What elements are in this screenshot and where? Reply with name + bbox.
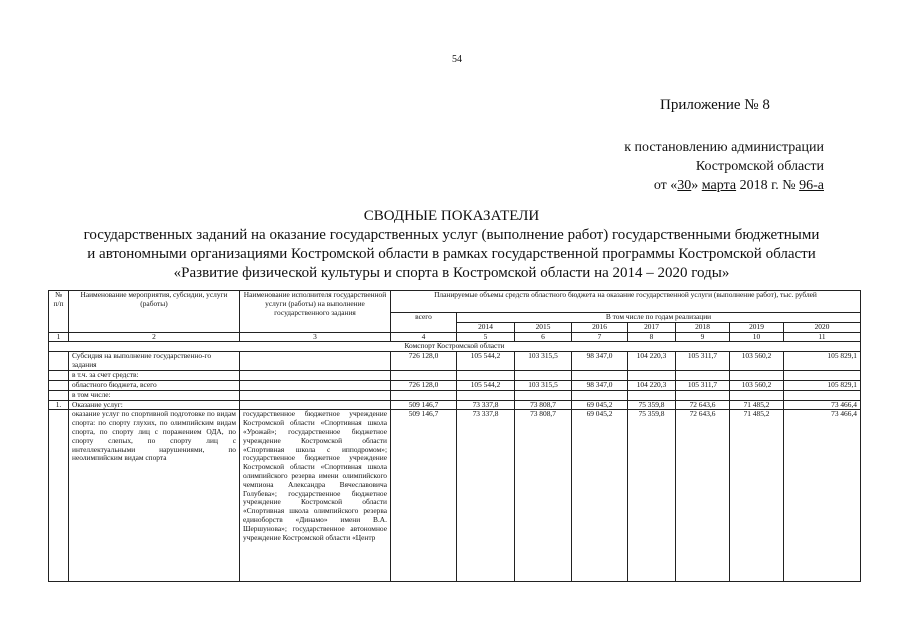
title-heading: СВОДНЫЕ ПОКАЗАТЕЛИ	[363, 208, 540, 224]
column-number: 9	[676, 332, 730, 342]
cell-year-value: 98 347,0	[572, 352, 628, 371]
cell-year-value	[572, 390, 628, 400]
cell-year-value	[515, 371, 572, 381]
cell-executor	[240, 390, 391, 400]
cell-year-value: 71 485,2	[730, 410, 784, 582]
header-year: 2015	[515, 322, 572, 332]
decree-line-1: к постановлению администрации	[624, 140, 824, 155]
decree-year: 2018 г. №	[736, 178, 800, 193]
cell-name: Оказание услуг:	[69, 400, 240, 410]
cell-year-value: 73 466,4	[784, 410, 861, 582]
title-line-2: государственных заданий на оказание государственных услуг (выполнение работ) государственными бюджетными	[83, 227, 820, 243]
cell-total: 726 128,0	[391, 352, 457, 371]
cell-year-value	[676, 371, 730, 381]
title-line-4: «Развитие физической культуры и спорта в Костромской области на 2014 – 2020 годы»	[173, 265, 730, 281]
decree-date-prefix: от «	[653, 178, 678, 193]
cell-year-value: 73 337,8	[457, 400, 515, 410]
cell-year-value: 103 315,5	[515, 352, 572, 371]
cell-year-value: 75 359,8	[628, 410, 676, 582]
cell-num	[49, 371, 69, 381]
page-number: 54	[452, 54, 462, 65]
cell-year-value	[676, 390, 730, 400]
decree-reference	[624, 138, 824, 195]
cell-year-value	[572, 371, 628, 381]
cell-year-value	[730, 371, 784, 381]
cell-year-value	[784, 390, 861, 400]
cell-num	[49, 390, 69, 400]
cell-name: оказание услуг по спортивной подготовке по видам спорта: по спорту глухих, по олимпийским видам спорта, по спорту лиц с поражением ОДА, по спорту слепых, по спорту лиц с интеллектуальными нарушениями, по неолимпийским видам спорта	[69, 410, 240, 582]
cell-name: Субсидия на выполнение государственно-го задания	[69, 352, 240, 371]
decree-date	[624, 176, 824, 195]
header-by-years: В том числе по годам реализации	[457, 313, 861, 323]
header-total: всего	[391, 313, 457, 333]
decree-month: марта	[701, 178, 737, 193]
decree-date-mid: »	[691, 178, 702, 193]
table-row	[49, 380, 861, 390]
cell-name: в том числе:	[69, 390, 240, 400]
cell-year-value	[515, 390, 572, 400]
header-year: 2019	[730, 322, 784, 332]
cell-year-value: 105 544,2	[457, 380, 515, 390]
cell-total	[391, 390, 457, 400]
cell-year-value: 105 311,7	[676, 380, 730, 390]
cell-year-value: 104 220,3	[628, 352, 676, 371]
cell-year-value: 73 808,7	[515, 410, 572, 582]
column-number: 11	[784, 332, 861, 342]
cell-year-value: 73 466,4	[784, 400, 861, 410]
summary-table	[48, 290, 861, 582]
table-row	[49, 400, 861, 410]
cell-name: в т.ч. за счет средств:	[69, 371, 240, 381]
cell-year-value: 69 045,2	[572, 410, 628, 582]
column-number: 3	[240, 332, 391, 342]
cell-year-value	[457, 371, 515, 381]
column-number: 4	[391, 332, 457, 342]
cell-year-value: 69 045,2	[572, 400, 628, 410]
cell-total: 509 146,7	[391, 410, 457, 582]
cell-total: 726 128,0	[391, 380, 457, 390]
cell-year-value	[730, 390, 784, 400]
cell-year-value	[784, 371, 861, 381]
cell-num: 1.	[49, 400, 69, 410]
section-header: Комспорт Костромской области	[49, 342, 861, 352]
cell-num	[49, 352, 69, 371]
cell-name: областного бюджета, всего	[69, 380, 240, 390]
document-title	[0, 207, 903, 283]
annex-label: Приложение № 8	[660, 97, 770, 113]
table-body	[49, 352, 861, 582]
header-name: Наименование мероприятия, субсидии, услуги (работы)	[69, 291, 240, 333]
cell-year-value: 105 829,1	[784, 352, 861, 371]
cell-year-value: 73 808,7	[515, 400, 572, 410]
table-row	[49, 371, 861, 381]
table-row	[49, 390, 861, 400]
header-num: № п/п	[49, 291, 69, 333]
cell-year-value: 105 544,2	[457, 352, 515, 371]
table-row	[49, 352, 861, 371]
header-year: 2016	[572, 322, 628, 332]
header-planned: Планируемые объемы средств областного бюджета на оказание государственной услуги (выполнение работ), тыс. рублей	[391, 291, 861, 313]
decree-line-2: Костромской области	[695, 159, 824, 174]
cell-num	[49, 410, 69, 582]
cell-total	[391, 371, 457, 381]
cell-executor	[240, 352, 391, 371]
column-number: 10	[730, 332, 784, 342]
column-number: 1	[49, 332, 69, 342]
cell-year-value: 105 311,7	[676, 352, 730, 371]
cell-year-value: 104 220,3	[628, 380, 676, 390]
header-year: 2017	[628, 322, 676, 332]
cell-executor	[240, 380, 391, 390]
cell-year-value: 71 485,2	[730, 400, 784, 410]
cell-year-value: 73 337,8	[457, 410, 515, 582]
decree-day: 30	[677, 178, 692, 193]
header-year: 2014	[457, 322, 515, 332]
column-number: 8	[628, 332, 676, 342]
decree-number: 96-а	[799, 178, 824, 193]
cell-year-value	[628, 371, 676, 381]
cell-num	[49, 380, 69, 390]
cell-year-value: 103 315,5	[515, 380, 572, 390]
cell-year-value: 98 347,0	[572, 380, 628, 390]
header-year: 2018	[676, 322, 730, 332]
table-row	[49, 410, 861, 582]
cell-executor: государственное бюджетное учреждение Костромской области «Спортивная школа «Урожай»; государственное бюджетное учреждение Костромской области «Спортивная школа с ипподромом»; государственное бюджетное учреждение Костромской области «Спортивная школа олимпийского резерва имени олимпийского чемпиона Александра Вячеславовича Голубева»; государственное бюджетное учреждение Костромской области «Спортивная школа олимпийского резерва единоборств «Динамо» имени В.А. Шершунова»; государственное автономное учреждение Костромской области «Центр	[240, 410, 391, 582]
column-number: 5	[457, 332, 515, 342]
cell-year-value: 105 829,1	[784, 380, 861, 390]
cell-year-value: 72 643,6	[676, 410, 730, 582]
column-numbers-row	[49, 332, 861, 342]
cell-total: 509 146,7	[391, 400, 457, 410]
column-number: 7	[572, 332, 628, 342]
cell-executor	[240, 400, 391, 410]
cell-year-value	[457, 390, 515, 400]
column-number: 6	[515, 332, 572, 342]
cell-year-value: 103 560,2	[730, 352, 784, 371]
header-executor: Наименование исполнителя государственной услуги (работы) на выполнение государственного задания	[240, 291, 391, 333]
cell-year-value: 72 643,6	[676, 400, 730, 410]
cell-year-value: 75 359,8	[628, 400, 676, 410]
cell-year-value: 103 560,2	[730, 380, 784, 390]
cell-year-value	[628, 390, 676, 400]
header-year: 2020	[784, 322, 861, 332]
cell-executor	[240, 371, 391, 381]
title-line-3: и автономными организациями Костромской области в рамках государственной программы Костромской области	[87, 246, 816, 262]
column-number: 2	[69, 332, 240, 342]
